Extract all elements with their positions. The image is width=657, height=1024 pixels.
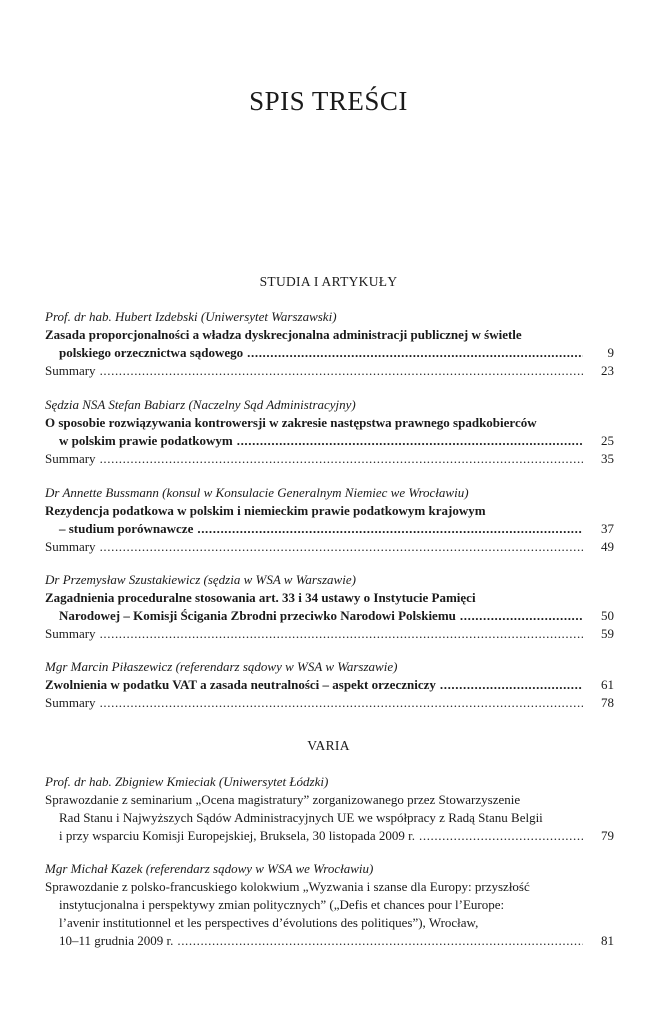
toc-entry-kazek [45, 860, 614, 950]
summary-line: Summary ..... 49 [45, 538, 614, 556]
entry-title-line: Zasada proporcjonalności a władza dyskrecjonalna administracji publicznej w świetle [45, 327, 522, 342]
toc-entry-kmieciak [45, 773, 614, 845]
entry-title-line: Sprawozdanie z seminarium „Ocena magistratury” zorganizowanego przez Stowarzyszenie [45, 792, 521, 807]
entry-title-line: Zagadnienia proceduralne stosowania art. 33 i 34 ustawy o Instytucie Pamięci [45, 590, 476, 605]
dot-leader [100, 450, 583, 468]
section-heading-varia: VARIA [307, 738, 350, 753]
entry-title-line: w polskim prawie podatkowym ..... 25 [45, 432, 614, 450]
page-number: 50 [601, 608, 614, 623]
entry-title-line: O sposobie rozwiązywania kontrowersji w zakresie następstwa prawnego spadkobierców [45, 415, 537, 430]
toc-entry-pilaszewicz [45, 658, 614, 712]
toc-entry-babiarz [45, 396, 614, 468]
page-number: 61 [601, 677, 614, 692]
entry-author: Prof. dr hab. Zbigniew Kmieciak (Uniwersytet Łódzki) [45, 774, 329, 789]
page-number: 37 [601, 521, 614, 536]
page-title: SPIS TREŚCI [249, 86, 408, 116]
dot-leader [247, 344, 583, 362]
toc-entry-izdebski [45, 308, 614, 380]
entry-author: Mgr Marcin Piłaszewicz (referendarz sądowy w WSA w Warszawie) [45, 659, 398, 674]
dot-leader [100, 625, 583, 643]
entry-author: Prof. dr hab. Hubert Izdebski (Uniwersytet Warszawski) [45, 309, 337, 324]
dot-leader [177, 932, 583, 950]
entry-title-line: 10–11 grudnia 2009 r. ..... 81 [45, 932, 614, 950]
page-number: 9 [607, 345, 614, 360]
entry-title-line: Rezydencja podatkowa w polskim i niemieckim prawie podatkowym krajowym [45, 503, 486, 518]
page-number: 59 [601, 626, 614, 641]
summary-line: Summary ..... 35 [45, 450, 614, 468]
page-number: 78 [601, 695, 614, 710]
entry-title-line: – studium porównawcze ..... 37 [45, 520, 614, 538]
dot-leader [197, 520, 583, 538]
entry-author: Dr Annette Bussmann (konsul w Konsulacie Generalnym Niemiec we Wrocławiu) [45, 485, 469, 500]
summary-line: Summary ..... 78 [45, 694, 614, 712]
entry-title-line: instytucjonalna i perspektywy zmian politycznych” („Defis et chances pour l’Europe: [59, 897, 505, 912]
dot-leader [440, 676, 583, 694]
toc-entry-bussmann [45, 484, 614, 556]
entry-author: Dr Przemysław Szustakiewicz (sędzia w WSA w Warszawie) [45, 572, 356, 587]
summary-line: Summary ..... 23 [45, 362, 614, 380]
entry-title-line: Rad Stanu i Najwyższych Sądów Administracyjnych UE we współpracy z Radą Stanu Belgii [59, 810, 543, 825]
entry-title-line: Narodowej – Komisji Ścigania Zbrodni przeciwko Narodowi Polskiemu ..... 50 [45, 607, 614, 625]
entry-title-line: i przy wsparciu Komisji Europejskiej, Bruksela, 30 listopada 2009 r. ..... 79 [45, 827, 614, 845]
page-number: 25 [601, 433, 614, 448]
page-number: 49 [601, 539, 614, 554]
page-number: 35 [601, 451, 614, 466]
dot-leader [460, 607, 583, 625]
entry-title-line: Sprawozdanie z polsko-francuskiego kolokwium „Wyzwania i szanse dla Europy: przyszłość [45, 879, 530, 894]
dot-leader [100, 694, 583, 712]
toc-entry-szustakiewicz [45, 571, 614, 643]
page-number: 79 [601, 828, 614, 843]
page-number: 23 [601, 363, 614, 378]
page-number: 81 [601, 933, 614, 948]
section-heading-studia: STUDIA I ARTYKUŁY [259, 274, 398, 289]
dot-leader [237, 432, 583, 450]
dot-leader [100, 362, 583, 380]
entry-title-line: polskiego orzecznictwa sądowego ..... 9 [45, 344, 614, 362]
entry-author: Sędzia NSA Stefan Babiarz (Naczelny Sąd Administracyjny) [45, 397, 356, 412]
entry-author: Mgr Michał Kazek (referendarz sądowy w WSA we Wrocławiu) [45, 861, 374, 876]
entry-title-line: l’avenir institutionnel et les perspectives d’évolutions des politiques”), Wrocław, [59, 915, 479, 930]
summary-line: Summary ..... 59 [45, 625, 614, 643]
dot-leader [419, 827, 583, 845]
dot-leader [100, 538, 583, 556]
entry-title-line: Zwolnienia w podatku VAT a zasada neutralności – aspekt orzeczniczy ..... 61 [45, 676, 614, 694]
